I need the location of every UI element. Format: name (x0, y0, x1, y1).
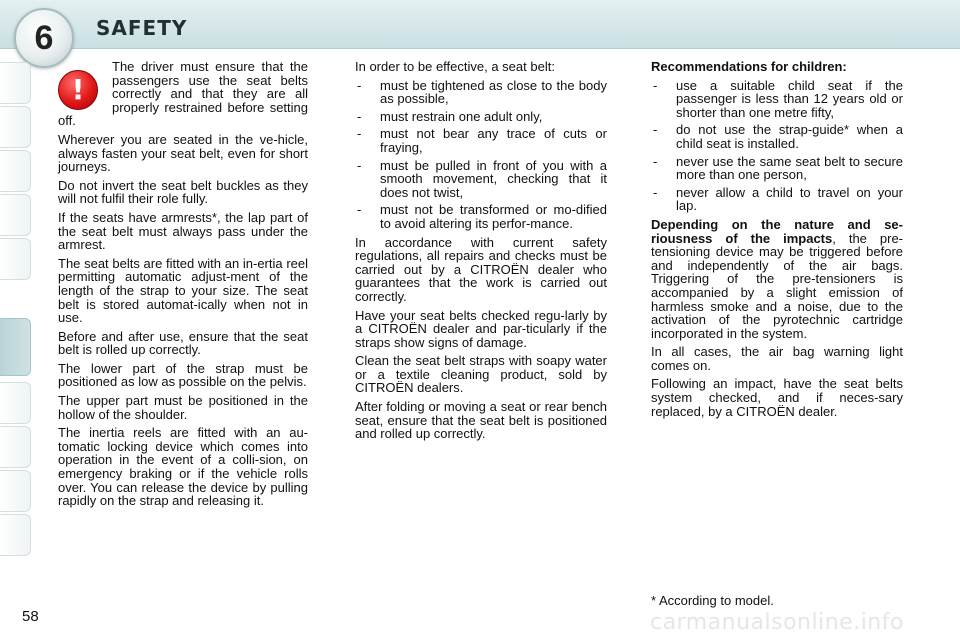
seat-belt-requirements-list (355, 79, 607, 231)
side-tab-5[interactable] (0, 238, 31, 280)
side-tab-4[interactable] (0, 194, 31, 236)
side-tab-2[interactable] (0, 106, 31, 148)
paragraph: In all cases, the air bag warning light comes on. (651, 344, 903, 373)
pretensioner-paragraph (651, 218, 903, 340)
list-item: - must not be transformed or mo-dified to avoid altering its perfor-mance. (355, 203, 607, 230)
paragraph: The seat belts are fitted with an in-ertia reel permitting automatic adjust-ment of the length of the strap to your size. The seat belt is stored automat-ically when not in use. (58, 255, 308, 326)
exclamation-warning-icon: ! (58, 70, 98, 110)
column-1 (58, 60, 308, 513)
column-2 (355, 60, 607, 446)
watermark: carmanualsonline.info (650, 610, 904, 635)
side-tab-3[interactable] (0, 150, 31, 192)
warning-text: The driver must ensure that the passengers use the seat belts correctly and that they are all properly restrained before setting off. (58, 60, 308, 128)
children-recommendations-list (651, 79, 903, 213)
list-item: - do not use the strap-guide* when a child seat is installed. (651, 123, 903, 150)
paragraph: In accordance with current safety regulations, all repairs and checks must be carried out by a CITROËN dealer who guarantees that the work is carried out correctly. (355, 234, 607, 304)
list-item: - must not bear any trace of cuts or fraying, (355, 127, 607, 154)
paragraph: Following an impact, have the seat belts system checked, and if neces-sary replaced, by a CITROËN dealer. (651, 376, 903, 419)
side-tab-6-active[interactable] (0, 318, 31, 376)
paragraph: After folding or moving a seat or rear bench seat, ensure that the seat belt is positioned and rolled up correctly. (355, 399, 607, 442)
paragraph: Do not invert the seat belt buckles as they will not fulfil their role fully. (58, 177, 308, 207)
side-tab-9[interactable] (0, 470, 31, 512)
paragraph: Clean the seat belt straps with soapy water or a textile cleaning product, sold by CITROËN dealers. (355, 353, 607, 396)
paragraph: Before and after use, ensure that the seat belt is rolled up correctly. (58, 328, 308, 358)
paragraph: Wherever you are seated in the ve-hicle, always fasten your seat belt, even for short journeys. (58, 131, 308, 175)
side-tab-1[interactable] (0, 62, 31, 104)
impact-text: , the pre-tensioning device may be triggered before and independently of the air bags. Triggering of the pre-tensioners is accompanied by a slight emission of harmless smoke and a noise, due to the activation of the pyrotechnic cartridge incorporated in the system. (651, 230, 904, 341)
column-3 (651, 60, 903, 423)
chapter-number-badge: 6 (14, 8, 74, 68)
side-tab-7[interactable] (0, 382, 31, 424)
impact-bold-text: Depending on the nature and se-riousness of the impacts (651, 216, 903, 246)
list-item: - must be pulled in front of you with a smooth movement, checking that it does not twist, (355, 159, 607, 200)
paragraph: The upper part must be positioned in the hollow of the shoulder. (58, 393, 308, 422)
list-item: - must restrain one adult only, (355, 110, 607, 124)
list-item: - never use the same seat belt to secure more than one person, (651, 155, 903, 182)
list-item: - must be tightened as close to the body as possible, (355, 79, 607, 106)
section-title: SAFETY (96, 16, 188, 40)
footnote: * According to model. (651, 593, 774, 608)
warning-block (58, 60, 308, 128)
chapter-side-tabs (0, 62, 34, 577)
paragraph: If the seats have armrests*, the lap part of the seat belt must always pass under the armrest. (58, 209, 308, 253)
side-tab-8[interactable] (0, 426, 31, 468)
children-recommendations-title: Recommendations for children: (651, 59, 847, 74)
list-item: - use a suitable child seat if the passenger is less than 12 years old or shorter than one metre fifty, (651, 79, 903, 120)
paragraph: The inertia reels are fitted with an au-tomatic locking device which comes into operation in the event of a colli-sion, on emergency braking or if the vehicle rolls over. You can release the device by pulling rapidly on the strap and releasing it. (58, 425, 308, 509)
page-number: 58 (22, 608, 39, 625)
list-intro: In order to be effective, a seat belt: (355, 59, 555, 74)
paragraph: The lower part of the strap must be positioned as low as possible on the pelvis. (58, 360, 308, 390)
side-tab-10[interactable] (0, 514, 31, 556)
paragraph: Have your seat belts checked regu-larly by a CITROËN dealer and par-ticularly if the straps show signs of damage. (355, 307, 607, 350)
list-item: - never allow a child to travel on your lap. (651, 186, 903, 213)
